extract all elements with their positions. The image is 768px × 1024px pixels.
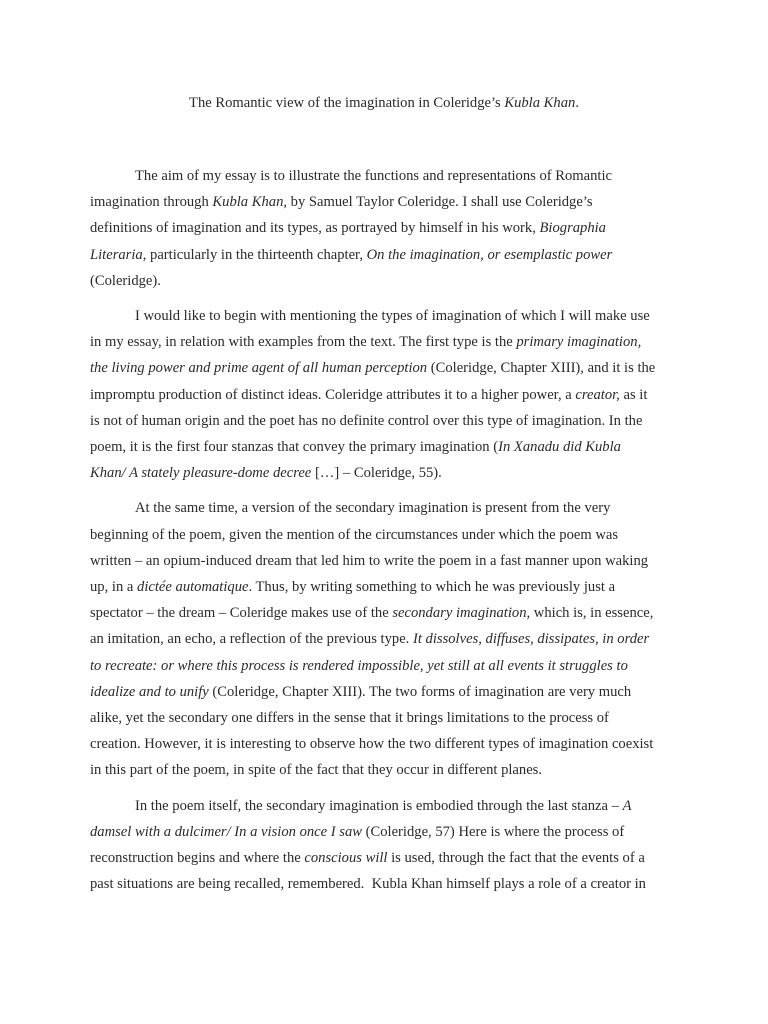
text-line: [90, 574, 690, 600]
text-segment: by Samuel Taylor Coleridge. I shall use Coleridge’s: [287, 194, 593, 211]
text-line: [90, 460, 690, 486]
paragraph: [90, 793, 690, 898]
text-line: [90, 757, 690, 783]
italic-text: Biographia: [539, 220, 606, 237]
text-line: [90, 329, 690, 355]
italic-text: to recreate: or where this process is rendered impossible, yet still at all events it struggles to: [90, 657, 628, 674]
text-segment: poem, it is the first four stanzas that convey the primary imagination (: [90, 439, 499, 456]
text-line: [90, 434, 690, 460]
text-segment: (Coleridge).: [90, 272, 161, 289]
text-segment: in this part of the poem, in spite of the fact that they occur in different planes.: [90, 762, 542, 779]
text-segment: (Coleridge, Chapter XIII), and it is the: [427, 360, 656, 377]
paragraph: [90, 163, 690, 294]
text-line: [90, 793, 690, 819]
title-end: .: [575, 95, 579, 111]
text-segment: definitions of imagination and its types, as portrayed by himself in his work,: [90, 220, 540, 237]
title-italic: Kubla Khan: [504, 95, 576, 111]
italic-text: Literaria: [90, 246, 143, 263]
paragraph: [90, 495, 690, 783]
italic-text: secondary imagination,: [392, 605, 531, 622]
text-line: [90, 600, 690, 626]
text-line: [90, 268, 690, 294]
page-title: [0, 93, 768, 113]
text-line: [90, 705, 690, 731]
italic-text: damsel with a dulcimer/ In a vision once I saw: [90, 823, 362, 840]
text-segment: (Coleridge, 57) Here is where the process of: [361, 823, 625, 840]
text-segment: spectator – the dream – Coleridge makes use of the: [90, 605, 393, 622]
text-segment: (Coleridge, Chapter XIII). The two forms of imagination are very much: [208, 683, 632, 700]
text-line: [90, 382, 690, 408]
text-segment: which is, in essence,: [530, 605, 654, 622]
essay-body: [90, 163, 690, 906]
text-line: [90, 845, 690, 871]
text-line: [90, 871, 690, 897]
italic-text: Kubla Khan,: [212, 194, 288, 211]
text-segment: past situations are being recalled, remembered. Kubla Khan himself plays a role of a creator in: [90, 876, 646, 893]
text-segment: is used, through the fact that the events of a: [387, 850, 645, 867]
text-segment: beginning of the poem, given the mention of the circumstances under which the poem was: [90, 526, 619, 543]
text-line: [90, 548, 690, 574]
italic-text: creator,: [575, 386, 620, 403]
italic-text: primary imagination,: [516, 334, 642, 351]
text-segment: . Thus, by writing something to which he was previously just a: [248, 579, 616, 596]
text-segment: creation. However, it is interesting to observe how the two different types of imagination coexist: [90, 736, 654, 753]
text-segment: as it: [619, 386, 648, 403]
title-text: The Romantic view of the imagination in Coleridge’s: [189, 95, 505, 111]
text-segment: impromptu production of distinct ideas. Coleridge attributes it to a higher power, a: [90, 386, 576, 403]
text-segment: In the poem itself, the secondary imagination is embodied through the last stanza –: [135, 797, 623, 814]
italic-text: A: [622, 797, 632, 814]
text-line: [90, 731, 690, 757]
text-line: [90, 189, 690, 215]
text-line: [90, 355, 690, 381]
text-line: [90, 653, 690, 679]
italic-text: On the imagination, or esemplastic power: [366, 246, 613, 263]
text-segment: I would like to begin with mentioning the types of imagination of which I will make use: [135, 308, 650, 325]
text-line: [90, 303, 690, 329]
text-segment: is not of human origin and the poet has no definite control over this type of imagination. In the: [90, 412, 643, 429]
text-segment: The aim of my essay is to illustrate the functions and representations of Romantic: [135, 168, 613, 184]
text-line: [90, 626, 690, 652]
text-segment: alike, yet the secondary one differs in the sense that it brings limitations to the process of: [90, 710, 609, 727]
text-line: [90, 495, 690, 521]
italic-text: Khan/ A stately pleasure-dome decree: [90, 465, 312, 482]
text-line: [90, 522, 690, 548]
text-line: [90, 679, 690, 705]
text-segment: At the same time, a version of the secondary imagination is present from the very: [135, 500, 611, 517]
text-line: [90, 819, 690, 845]
text-line: [90, 242, 690, 268]
italic-text: conscious will: [304, 850, 388, 867]
italic-text: idealize and to unify: [90, 683, 209, 700]
italic-text: It dissolves, diffuses, dissipates, in order: [412, 631, 650, 648]
text-segment: written – an opium-induced dream that led him to write the poem in a fast manner upon waking: [90, 552, 649, 569]
text-segment: in my essay, in relation with examples from the text. The first type is the: [90, 334, 517, 351]
text-segment: reconstruction begins and where the: [90, 850, 305, 867]
paragraph: [90, 303, 690, 486]
text-segment: an imitation, an echo, a reflection of the previous type.: [90, 631, 413, 648]
text-segment: , particularly in the thirteenth chapter,: [142, 246, 367, 263]
text-segment: up, in a: [90, 579, 138, 596]
text-segment: imagination through: [90, 194, 213, 211]
italic-text: the living power and prime agent of all human perception: [90, 360, 428, 377]
italic-text: In Xanadu did Kubla: [498, 439, 621, 456]
text-line: [90, 163, 690, 189]
text-line: [90, 408, 690, 434]
text-segment: […] – Coleridge, 55).: [311, 465, 442, 482]
italic-text: dictée automatique: [137, 579, 249, 596]
text-line: [90, 215, 690, 241]
